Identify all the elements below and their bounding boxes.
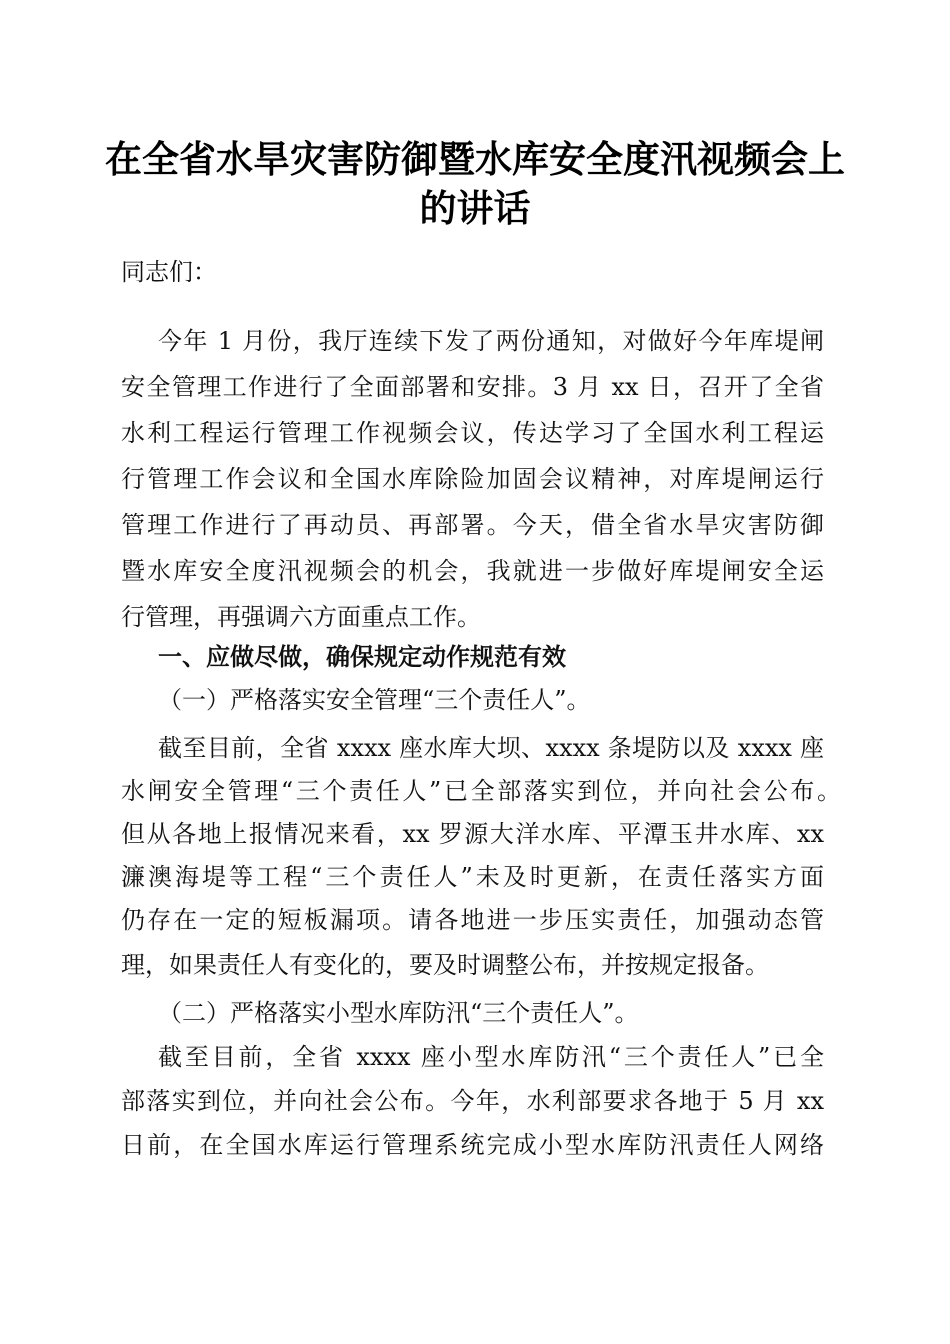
subsection-heading-2: （二）严格落实小型水库防汛“三个责任人”。: [158, 999, 639, 1027]
paragraph-3-line: 部落实到位，并向社会公布。今年，水利部要求各地于 5 月 xx: [121, 1087, 824, 1115]
paragraph-1-line: 行管理工作会议和全国水库除险加固会议精神，对库堤闸运行: [121, 465, 824, 493]
paragraph-2-line: 水闸安全管理“三个责任人”已全部落实到位，并向社会公布。: [121, 777, 841, 805]
salutation: 同志们：: [121, 258, 217, 286]
paragraph-2-line: 理，如果责任人有变化的，要及时调整公布，并按规定报备。: [121, 951, 769, 979]
paragraph-1-line: 管理工作进行了再动员、再部署。今天，借全省水旱灾害防御: [121, 511, 824, 539]
paragraph-1-line: 行管理，再强调六方面重点工作。: [121, 603, 481, 631]
paragraph-3-line: 截至目前，全省 xxxx 座小型水库防汛“三个责任人”已全: [158, 1043, 824, 1071]
paragraph-1-line: 今年 1 月份，我厅连续下发了两份通知，对做好今年库堤闸: [158, 327, 824, 355]
paragraph-1-line: 水利工程运行管理工作视频会议，传达学习了全国水利工程运: [121, 419, 824, 447]
paragraph-1-line: 安全管理工作进行了全面部署和安排。3 月 xx 日，召开了全省: [121, 373, 824, 401]
paragraph-2-line: 仍存在一定的短板漏项。请各地进一步压实责任，加强动态管: [121, 906, 824, 934]
paragraph-2-line: 濂澳海堤等工程“三个责任人”未及时更新，在责任落实方面: [121, 863, 824, 891]
section-heading: 一、应做尽做，确保规定动作规范有效: [158, 643, 566, 671]
paragraph-2-line: 截至目前，全省 xxxx 座水库大坝、xxxx 条堤防以及 xxxx 座: [158, 734, 824, 762]
document-title-line-2: 的讲话: [419, 187, 531, 230]
paragraph-2-line: 但从各地上报情况来看，xx 罗源大洋水库、平潭玉井水库、xx: [121, 820, 824, 848]
subsection-heading-1: （一）严格落实安全管理“三个责任人”。: [158, 686, 591, 714]
paragraph-3-line: 日前，在全国水库运行管理系统完成小型水库防汛责任人网络: [121, 1131, 824, 1159]
paragraph-1-line: 暨水库安全度汛视频会的机会，我就进一步做好库堤闸安全运: [121, 557, 824, 585]
document-title-line-1: 在全省水旱灾害防御暨水库安全度汛视频会上: [105, 138, 845, 181]
